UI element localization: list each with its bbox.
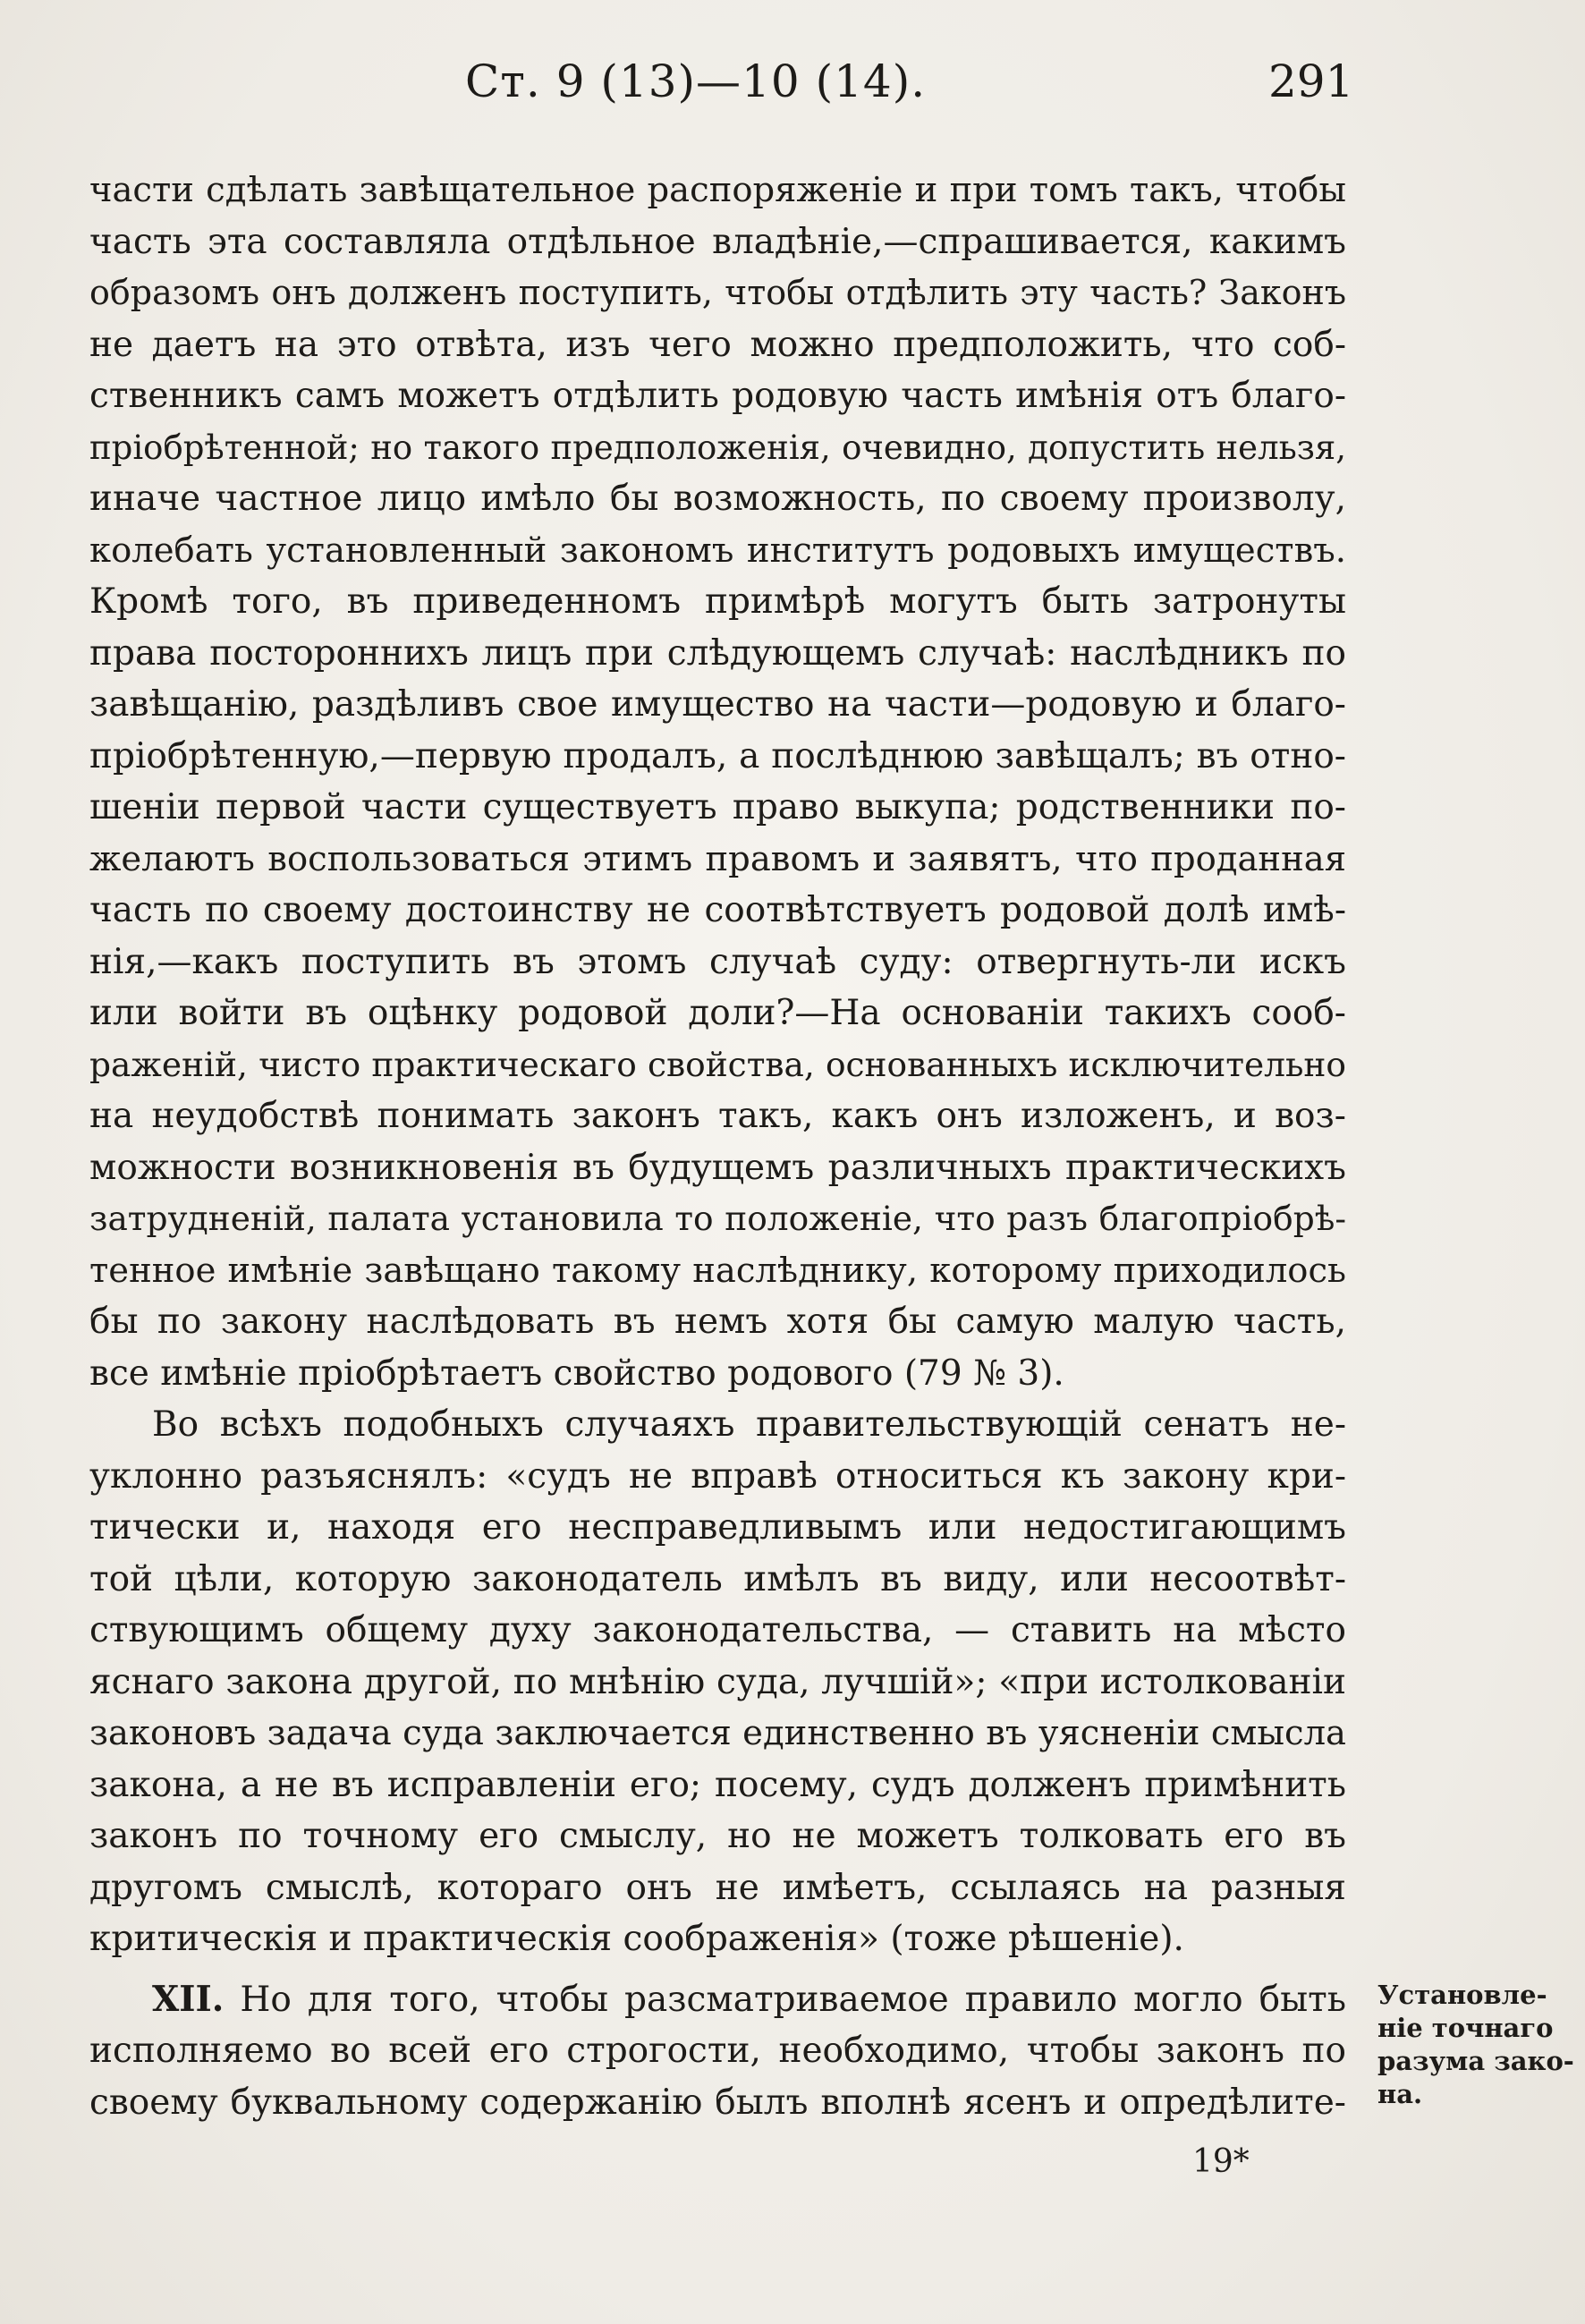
text-line: затрудненій, палата установила то положеніе, что разъ благопріобрѣ-	[89, 1199, 1346, 1238]
page-number: 291	[1268, 55, 1354, 107]
margin-note	[1377, 1979, 1579, 2111]
text-line: ствующимъ общему духу законодательства, — ставить на мѣсто	[89, 1610, 1346, 1650]
text-line: той цѣли, которую законодатель имѣлъ въ виду, или несоотвѣт-	[89, 1558, 1346, 1599]
text-line: Кромѣ того, въ приведенномъ примѣрѣ могутъ быть затронуты	[89, 581, 1346, 622]
text-line: другомъ смыслѣ, котораго онъ не имѣетъ, ссылаясь на разныя	[89, 1867, 1346, 1908]
text-line: пріобрѣтенную,—первую продалъ, а послѣднюю завѣщалъ; въ отно-	[89, 735, 1346, 776]
text-line: иначе частное лицо имѣло бы возможность, по своему произволу,	[89, 479, 1346, 519]
text-line: тически и, находя его несправедливымъ или недостигающимъ	[89, 1507, 1346, 1548]
text-line: законовъ задача суда заключается единственно въ уясненіи смысла	[89, 1713, 1346, 1753]
text-line: законъ по точному его смыслу, но не можетъ толковать его въ	[89, 1816, 1346, 1856]
text-line: шеніи первой части существуетъ право выкупа; родственники по-	[89, 787, 1346, 827]
section-number: XII.	[152, 1978, 225, 2020]
text-line: часть эта составляла отдѣльное владѣніе,—спрашивается, какимъ	[89, 221, 1346, 262]
text-line: часть по своему достоинству не соотвѣтствуетъ родовой долѣ имѣ-	[89, 890, 1346, 930]
paragraph-gap	[89, 1965, 1346, 1974]
running-head	[0, 55, 1585, 127]
text-line-content: Но для того, чтобы разсматриваемое правило могло быть	[240, 1979, 1346, 2020]
text-line: части сдѣлать завѣщательное распоряженіе и при томъ такъ, чтобы	[89, 170, 1346, 210]
text-line: уклонно разъяснялъ: «судъ не вправѣ относиться къ закону кри-	[89, 1455, 1346, 1497]
text-line: образомъ онъ долженъ поступить, чтобы отдѣлить эту часть? Законъ	[89, 273, 1346, 312]
text-line: на неудобствѣ понимать законъ такъ, какъ онъ изложенъ, и воз-	[89, 1096, 1346, 1136]
margin-note-line: на.	[1377, 2079, 1423, 2109]
text-line: яснаго закона другой, по мнѣнію суда, лучшій»; «при истолкованіи	[89, 1661, 1346, 1702]
margin-note-line: разума зако-	[1377, 2046, 1574, 2076]
body-text	[89, 165, 1346, 2128]
margin-note-line: ніе точнаго	[1377, 2013, 1554, 2043]
text-line: ственникъ самъ можетъ отдѣлить родовую часть имѣнія отъ благо-	[89, 376, 1346, 416]
section-paragraph	[89, 1974, 1346, 2129]
text-line: раженій, чисто практическаго свойства, основанныхъ исключительно	[89, 1044, 1346, 1084]
text-line	[89, 1974, 1346, 2026]
text-line: не даетъ на это отвѣта, изъ чего можно предположить, что соб-	[89, 324, 1346, 365]
text-line: можности возникновенія въ будущемъ различныхъ практическихъ	[89, 1147, 1346, 1188]
text-line: закона, а не въ исправленіи его; посему, судъ долженъ примѣнить	[89, 1764, 1346, 1805]
paragraph	[89, 1399, 1346, 1965]
text-line: критическія и практическія соображенія» (тоже рѣшеніе).	[89, 1919, 1184, 1959]
text-line: своему буквальному содержанію былъ вполнѣ ясенъ и опредѣлите-	[89, 2082, 1346, 2123]
text-line: права постороннихъ лицъ при слѣдующемъ случаѣ: наслѣдникъ по	[89, 632, 1346, 674]
text-line: исполняемо во всей его строгости, необходимо, чтобы законъ по	[89, 2031, 1346, 2071]
margin-note-line: Установле-	[1377, 1980, 1547, 2010]
paragraph	[89, 165, 1346, 1399]
text-line: или войти въ оцѣнку родовой доли?—На основаніи такихъ сооб-	[89, 993, 1346, 1033]
text-line: завѣщанію, раздѣливъ свое имущество на части—родовую и благо-	[89, 684, 1346, 725]
text-line: пріобрѣтенной; но такого предположенія, очевидно, допустить нельзя,	[89, 428, 1346, 467]
text-line: желаютъ воспользоваться этимъ правомъ и заявятъ, что проданная	[89, 838, 1346, 879]
text-line: колебать установленный закономъ институтъ родовыхъ имуществъ.	[89, 530, 1346, 571]
text-line: Во всѣхъ подобныхъ случаяхъ правительствующій сенатъ не-	[152, 1404, 1346, 1445]
text-line: все имѣніе пріобрѣтаетъ свойство родового (79 № 3).	[89, 1353, 1064, 1394]
text-line: бы по закону наслѣдовать въ немъ хотя бы самую малую часть,	[89, 1302, 1346, 1342]
text-line: тенное имѣніе завѣщано такому наслѣднику, которому приходилось	[89, 1250, 1346, 1291]
signature-mark: 19*	[1192, 2143, 1250, 2180]
text-line: нія,—какъ поступить въ этомъ случаѣ суду: отвергнуть-ли искъ	[89, 941, 1346, 982]
running-title: Ст. 9 (13)—10 (14).	[465, 55, 927, 107]
